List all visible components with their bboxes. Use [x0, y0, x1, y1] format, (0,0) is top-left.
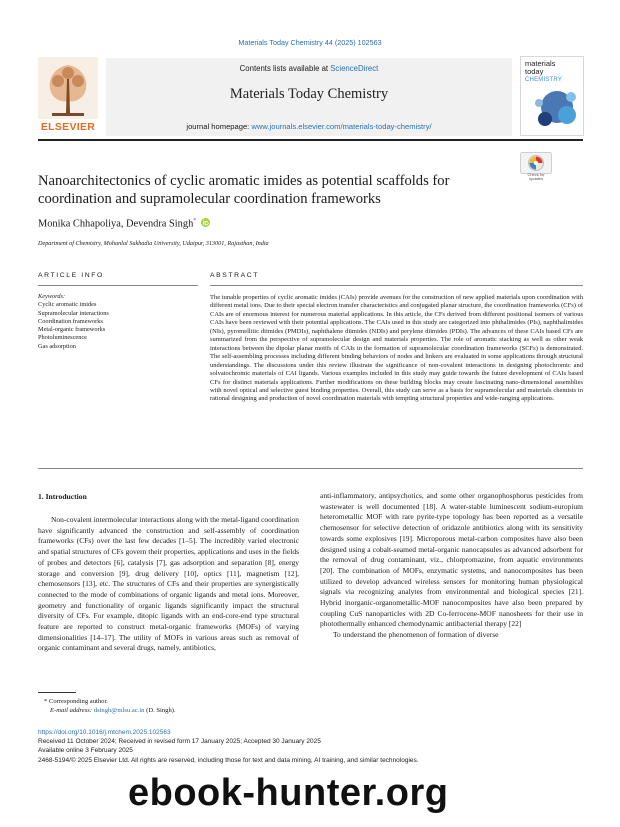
cover-artwork-icon [521, 85, 583, 135]
abstract-heading: ABSTRACT [210, 272, 260, 279]
keyword-item: Cyclic aromatic imides [38, 301, 97, 309]
keyword-item: Metal-organic frameworks [38, 326, 106, 334]
homepage-prefix: journal homepage: [186, 122, 252, 131]
cover-title: materials today [525, 59, 556, 76]
elsevier-tree-icon [38, 57, 98, 119]
email-label: E-mail address: [50, 707, 94, 714]
contents-line [106, 64, 512, 73]
author-name: Devendra Singh [126, 218, 194, 230]
body-column-left [38, 515, 299, 654]
contents-prefix: Contents lists available at [239, 64, 331, 73]
keyword-item: Photoluminescence [38, 334, 87, 342]
journal-title: Materials Today Chemistry [229, 86, 389, 102]
author-list: Monika Chhapoliya, Devendra Singh* [38, 218, 210, 229]
received-dates: Received 11 October 2024; Received in revised form 17 January 2025; Accepted 30 January 2025 [38, 738, 321, 746]
online-date: Available online 3 February 2025 [38, 747, 133, 755]
cover-subtitle: CHEMISTRY [525, 77, 563, 83]
keyword-item: Supramolecular interactions [38, 309, 109, 317]
section-heading-introduction: 1. Introduction [38, 492, 87, 501]
author-email-link[interactable]: dsingh@mlsu.ac.in [93, 707, 145, 714]
article-info-heading: ARTICLE INFO [38, 272, 104, 279]
doi-link[interactable]: https://doi.org/10.1016/j.mtchem.2025.102563 [38, 729, 171, 736]
journal-cover-thumbnail[interactable] [520, 56, 584, 136]
watermark-text: ebook-hunter.org [128, 772, 449, 814]
footnote-rule [38, 692, 76, 693]
article-title: Nanoarchitectonics of cyclic aromatic imides as potential scaffolds for coordination and supramolecular coordination frameworks [38, 173, 450, 207]
author-name: Monika Chhapoliya [38, 218, 121, 230]
body-paragraph: To understand the phenomenon of formation of diverse [333, 630, 499, 640]
corresponding-mark[interactable]: * [193, 218, 197, 224]
header-divider [38, 139, 583, 141]
orcid-icon[interactable] [201, 218, 210, 227]
check-for-updates-badge[interactable] [520, 152, 552, 184]
sciencedirect-link[interactable]: ScienceDirect [330, 64, 379, 73]
author-affiliation: Department of Chemistry, Mohanlal Sukhadia University, Udaipur, 313001, Rajasthan, India [38, 240, 269, 247]
homepage-link[interactable]: www.journals.elsevier.com/materials-today-chemistry/ [251, 122, 432, 131]
keywords-label: Keywords: [38, 293, 66, 300]
keyword-item: Gas adsorption [38, 342, 76, 350]
abstract-rule [210, 285, 583, 286]
elsevier-logo[interactable] [38, 57, 98, 133]
journal-citation[interactable]: Materials Today Chemistry 44 (2025) 102563 [238, 38, 382, 47]
body-paragraph: anti-inflammatory, antipsychotics, and some other organophosphorus pesticides from wastewater is well documented [18]. A water-stable luminescent sodium-europium heterometallic MOF with rare pyrite-type topology has been reported as a versatile chemosensor for selective detection of oridazole antibiotics along with its sensitivity towards some explosives [19]. Microporous metal-carbon composites have also been designed using a cobalt-seamed metal-organic nanocapsules as advanced adsorbent for the removal of drug contaminant, viz., chlorpromazine, from aquatic environments [20]. The combination of MOFs, enzymatic systems, and nanocomposites has been utilized to develop advanced wireless sensors for monitoring human physiological signals via recognizing analytes from environmental and biological species [21]. Hybrid inorganic-organometallic-MOF nanocomposites have also been prepared by coupling CuS nanoparticles with 2D Co-ferrocene-MOF nanosheets for their use in photothermally enhanced chemodynamic antibacterial therapy [22] [320, 491, 583, 629]
footnote: * Corresponding author. E-mail address: dsingh@mlsu.ac.in (D. Singh). [44, 698, 176, 714]
keyword-item: Coordination frameworks [38, 317, 103, 325]
check-for-updates-icon [520, 152, 552, 174]
corresponding-note: Corresponding author. [48, 698, 108, 705]
keywords-block [38, 293, 198, 351]
abstract-bottom-rule [38, 468, 583, 469]
check-for-updates-label: Check for updates [527, 172, 545, 182]
publication-info [38, 728, 583, 765]
elsevier-wordmark: ELSEVIER [40, 121, 96, 133]
article-info-rule [38, 285, 198, 286]
body-paragraph: Non-covalent intermolecular interactions along with the metal-ligand coordination have significantly advanced the construction and self-assembly of coordination frameworks (CFs) over the last few decades [1–5]. The incredibly varied electronic and spatial structures of CFs govern their properties, applications and uses in the fields of probes and detectors [6], catalysis [7], gas adsorption and separation [8], energy storage and conversion [9], drug delivery [10], optics [11], magnetism [12], chemosensors [13], etc. The structures of CFs and their properties are synergistically connected to the mode of combinations of organic ligands and metal ions. Moreover, geometry and functionality of organic ligands significantly impact the structural diversity of CFs. For example, ditopic ligands with an end-core-end type structural feature are reported to construct metal-organic frameworks (MOFs) of varying dimensionalities [14–17]. The utility of MOFs in various areas such as removal of organic contaminant and several drugs, namely, antibiotics, [38, 515, 299, 653]
body-column-right [320, 491, 583, 641]
copyright-notice: 2468-5194/© 2025 Elsevier Ltd. All rights are reserved, including those for text and data mining, AI training, and similar technologies. [38, 756, 419, 764]
abstract-text: The tunable properties of cyclic aromatic imides (CAIs) provide avenues for the construction of new applied materials upon coordination with different metal ions. Due to their special electron transfer characteristics and conjugated planar structure, the coordination frameworks (CFs) of CAIs are of enormous interest for numerous material applications. In this article, the CFs derived from different positional isomers of various CAIs have been reviewed with their potential applications. The CAIs used in this study are categorized into phthalimides (PIs), naphthalimides (NIs), pyromellitic diimides (PMDIs), naphthalene diimides (NDIs) and perylene diimides (PDIs). The advances of these CAIs based CFs are summarized from the perspective of supramolecular design and materials properties. The role of aromatic stacking as well as other weak interactions between the dipolar planar motifs of CAIs in the formation of supramolecular coordination frameworks (SCFs) is demonstrated. The self-assembling processes including different binding behaviors of nodes and linkers are evaluated in some applications through structural understandings. The discussions under this review illustrate the significance of non-covalent interactions in designing photochromic and solvatochromic materials of CAI ligands. Various examples included in this study may guide towards the future development of CAIs based CFs for distinct materials applications. Further modifications on these building blocks may create fascinating nano-dimensional assemblies with novel optical and selective guest binding properties. Overall, this study can serve as a basis for supramolecular and materials chemists in rational designing and production of novel coordination materials with tempting structural properties and wide-ranging applications. [210, 294, 583, 403]
journal-homepage [106, 122, 512, 131]
